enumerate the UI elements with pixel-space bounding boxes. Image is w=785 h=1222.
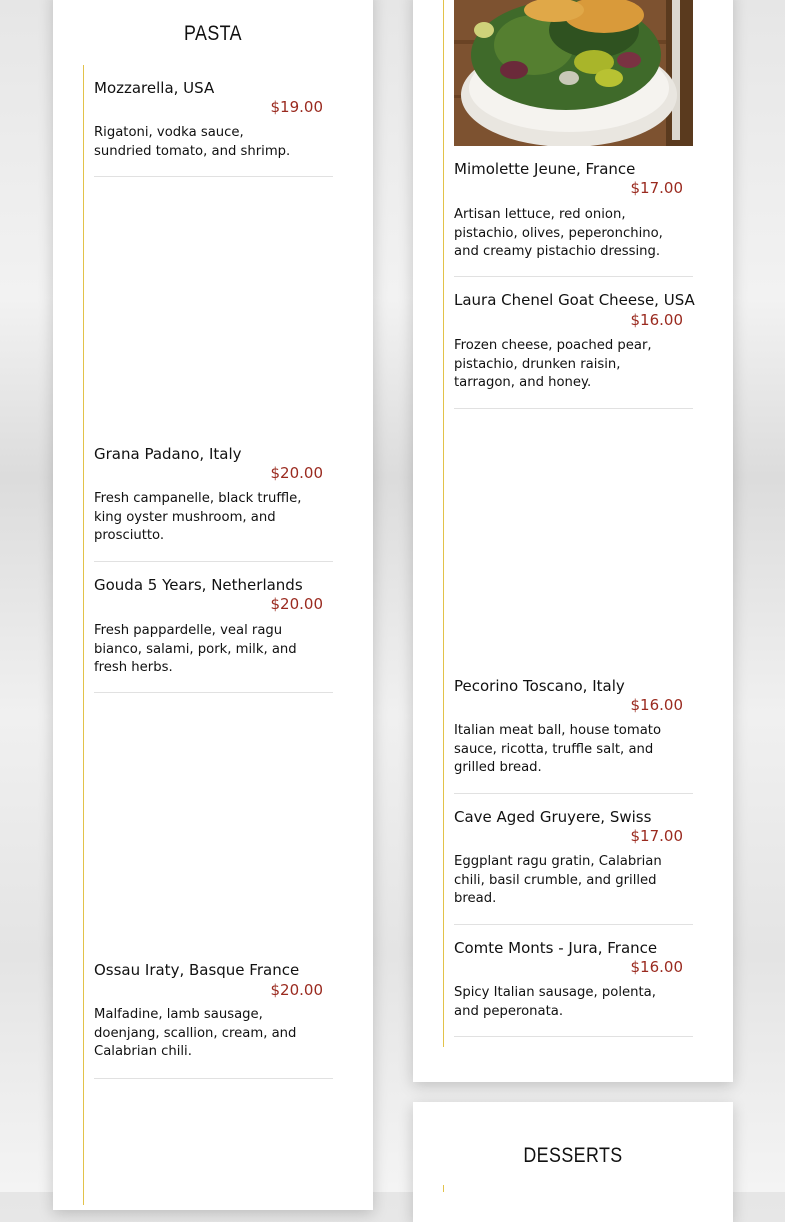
accent-divider — [443, 1185, 444, 1192]
item-name: Pecorino Toscano, Italy — [454, 677, 625, 695]
item-name: Gouda 5 Years, Netherlands — [94, 576, 303, 594]
item-description: Eggplant ragu gratin, Calabrian chili, basil crumble, and grilled bread. — [454, 854, 662, 906]
item-divider — [454, 924, 693, 925]
item-description: Fresh campanelle, black truffle, king oyster mushroom, and prosciutto. — [94, 491, 302, 543]
item-description: Frozen cheese, poached pear, pistachio, drunken raisin, tarragon, and honey. — [454, 338, 652, 390]
item-description: Artisan lettuce, red onion, pistachio, olives, peperonchino, and creamy pistachio dressing. — [454, 207, 663, 259]
item-divider — [94, 1078, 333, 1079]
item-name: Cave Aged Gruyere, Swiss — [454, 808, 652, 826]
item-price: $20.00 — [270, 595, 323, 613]
item-name: Mimolette Jeune, France — [454, 160, 636, 178]
salad-photo-image — [454, 0, 693, 146]
item-name: Ossau Iraty, Basque France — [94, 961, 300, 979]
section-title-desserts: DESSERTS — [523, 1144, 623, 1167]
item-description: Fresh pappardelle, veal ragu bianco, salami, pork, milk, and fresh herbs. — [94, 623, 297, 675]
item-price: $17.00 — [630, 179, 683, 197]
item-divider — [454, 408, 693, 409]
item-divider — [94, 692, 333, 693]
item-divider — [454, 276, 693, 277]
item-price: $19.00 — [270, 98, 323, 116]
item-description: Malfadine, lamb sausage, doenjang, scallion, cream, and Calabrian chili. — [94, 1007, 297, 1059]
desserts-card — [413, 1102, 733, 1222]
item-name: Grana Padano, Italy — [94, 445, 242, 463]
item-price: $17.00 — [630, 827, 683, 845]
item-name: Comte Monts - Jura, France — [454, 939, 658, 957]
item-name: Laura Chenel Goat Cheese, USA — [454, 291, 695, 309]
item-divider — [94, 176, 333, 177]
accent-divider — [443, 0, 444, 1047]
item-divider — [94, 561, 333, 562]
item-description: Rigatoni, vodka sauce, sundried tomato, and shrimp. — [94, 125, 291, 159]
item-price: $16.00 — [630, 696, 683, 714]
item-divider — [454, 793, 693, 794]
accent-divider — [83, 65, 84, 1205]
item-price: $20.00 — [270, 981, 323, 999]
salad-photo — [454, 0, 693, 146]
item-divider — [454, 1036, 693, 1037]
section-title-pasta: PASTA — [183, 22, 243, 45]
item-name: Mozzarella, USA — [94, 79, 215, 97]
item-price: $16.00 — [630, 958, 683, 976]
item-price: $16.00 — [630, 311, 683, 329]
item-description: Spicy Italian sausage, polenta, and peperonata. — [454, 985, 656, 1019]
item-price: $20.00 — [270, 464, 323, 482]
item-description: Italian meat ball, house tomato sauce, ricotta, truffle salt, and grilled bread. — [454, 723, 662, 775]
